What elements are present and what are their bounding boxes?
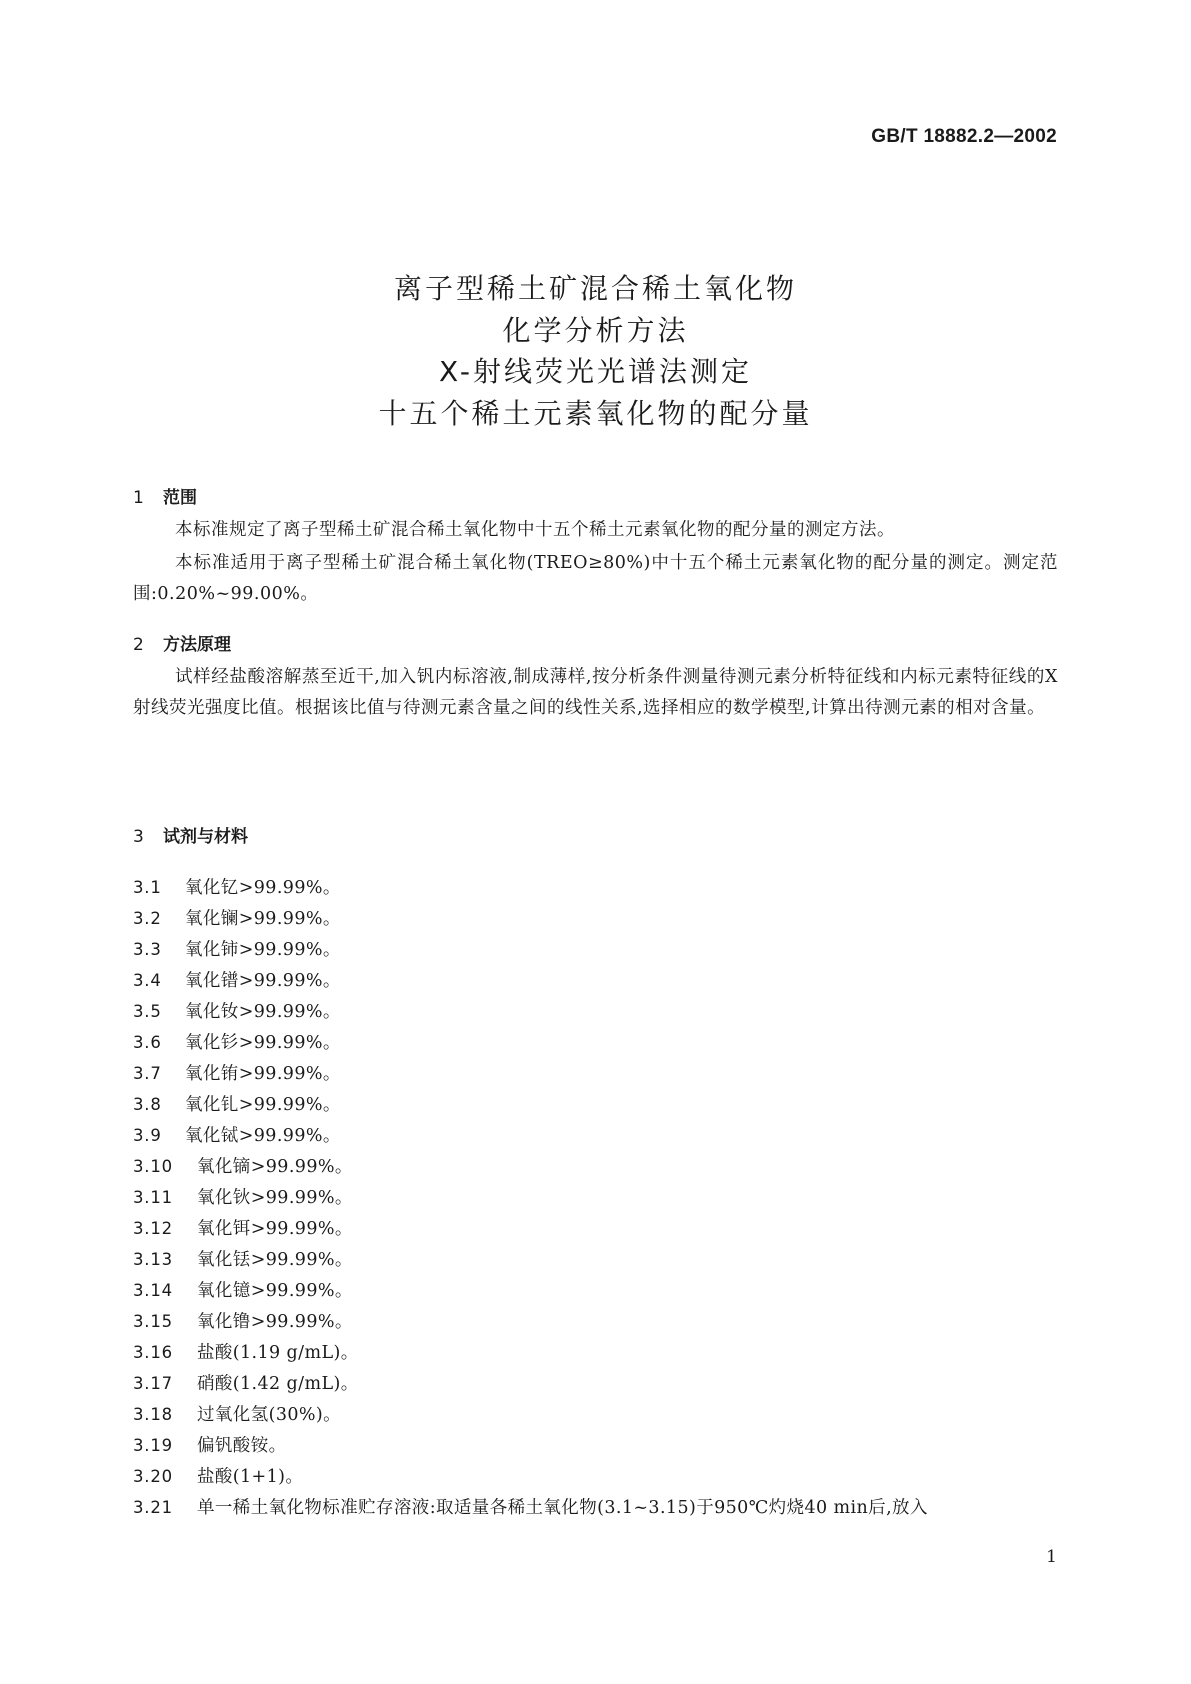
reagent-item — [133, 1058, 1063, 1089]
reagent-number: 3.13 — [133, 1250, 173, 1269]
section-1-paragraph-2: 本标准适用于离子型稀土矿混合稀土氧化物(TREO≥80%)中十五个稀土元素氧化物的配分量的测定。测定范围:0.20%~99.00%。 — [133, 553, 1058, 604]
reagent-item — [133, 1027, 1063, 1058]
reagent-number: 3.14 — [133, 1281, 173, 1300]
reagent-item — [133, 903, 1063, 934]
reagent-number: 3.12 — [133, 1219, 173, 1238]
reagent-number: 3.7 — [133, 1064, 162, 1083]
reagent-number: 3.1 — [133, 878, 162, 897]
reagent-text: 氧化铥>99.99%。 — [197, 1250, 353, 1270]
reagent-item — [133, 1492, 1063, 1523]
standard-code: GB/T 18882.2—2002 — [871, 126, 1057, 147]
section-title: 方法原理 — [163, 635, 231, 655]
section-title: 试剂与材料 — [163, 827, 248, 847]
reagent-number: 3.3 — [133, 940, 162, 959]
reagent-item — [133, 1182, 1063, 1213]
reagent-text: 单一稀土氧化物标准贮存溶液:取适量各稀土氧化物(3.1~3.15)于950℃灼烧40 min后,放入 — [197, 1498, 928, 1518]
reagent-item — [133, 1089, 1063, 1120]
reagent-list — [133, 872, 1063, 1523]
reagent-text: 氧化铒>99.99%。 — [197, 1219, 353, 1239]
document-title — [0, 268, 1191, 434]
reagent-text: 氧化钆>99.99%。 — [185, 1095, 341, 1115]
reagent-item — [133, 1213, 1063, 1244]
reagent-text: 氧化钬>99.99%。 — [197, 1188, 353, 1208]
section-2-heading — [133, 630, 231, 655]
section-1-paragraph-1: 本标准规定了离子型稀土矿混合稀土氧化物中十五个稀土元素氧化物的配分量的测定方法。 — [175, 520, 895, 540]
reagent-text: 氧化镱>99.99%。 — [197, 1281, 353, 1301]
reagent-text: 偏钒酸铵。 — [197, 1436, 287, 1456]
reagent-number: 3.19 — [133, 1436, 173, 1455]
reagent-number: 3.10 — [133, 1157, 173, 1176]
reagent-number: 3.17 — [133, 1374, 173, 1393]
reagent-number: 3.21 — [133, 1498, 173, 1517]
reagent-text: 盐酸(1.19 g/mL)。 — [197, 1343, 359, 1363]
reagent-item — [133, 1399, 1063, 1430]
reagent-number: 3.15 — [133, 1312, 173, 1331]
title-line-2: 化学分析方法 — [502, 313, 689, 347]
reagent-item — [133, 996, 1063, 1027]
section-1-heading — [133, 483, 197, 508]
reagent-text: 过氧化氢(30%)。 — [197, 1405, 342, 1425]
reagent-number: 3.4 — [133, 971, 162, 990]
reagent-number: 3.9 — [133, 1126, 162, 1145]
reagent-number: 3.6 — [133, 1033, 162, 1052]
reagent-number: 3.18 — [133, 1405, 173, 1424]
section-2-paragraph-1: 试样经盐酸溶解蒸至近干,加入钒内标溶液,制成薄样,按分析条件测量待测元素分析特征线和内标元素特征线的X射线荧光强度比值。根据该比值与待测元素含量之间的线性关系,选择相应的数学模型,计算出待测元素的相对含量。 — [133, 667, 1058, 718]
reagent-item — [133, 965, 1063, 996]
reagent-item — [133, 1244, 1063, 1275]
reagent-text: 氧化镨>99.99%。 — [185, 971, 341, 991]
section-number: 1 — [133, 488, 144, 508]
reagent-item — [133, 1306, 1063, 1337]
section-3-heading — [133, 822, 248, 847]
reagent-text: 氧化钇>99.99%。 — [185, 878, 341, 898]
reagent-text: 氧化镝>99.99%。 — [197, 1157, 353, 1177]
reagent-text: 硝酸(1.42 g/mL)。 — [197, 1374, 359, 1394]
reagent-text: 氧化铈>99.99%。 — [185, 940, 341, 960]
section-title: 范围 — [163, 488, 197, 508]
reagent-item — [133, 1430, 1063, 1461]
title-line-4: 十五个稀土元素氧化物的配分量 — [378, 396, 813, 430]
section-number: 3 — [133, 827, 144, 847]
reagent-number: 3.5 — [133, 1002, 162, 1021]
reagent-text: 氧化钕>99.99%。 — [185, 1002, 341, 1022]
reagent-item — [133, 1337, 1063, 1368]
title-line-3: X-射线荧光光谱法测定 — [439, 355, 752, 388]
section-number: 2 — [133, 635, 144, 655]
page-number: 1 — [1046, 1547, 1057, 1567]
reagent-item — [133, 1368, 1063, 1399]
reagent-text: 氧化钐>99.99%。 — [185, 1033, 341, 1053]
reagent-item — [133, 1120, 1063, 1151]
reagent-text: 氧化镧>99.99%。 — [185, 909, 341, 929]
reagent-number: 3.8 — [133, 1095, 162, 1114]
reagent-number: 3.16 — [133, 1343, 173, 1362]
reagent-text: 氧化镥>99.99%。 — [197, 1312, 353, 1332]
reagent-item — [133, 934, 1063, 965]
reagent-text: 氧化铕>99.99%。 — [185, 1064, 341, 1084]
reagent-item — [133, 1151, 1063, 1182]
reagent-number: 3.20 — [133, 1467, 173, 1486]
reagent-text: 盐酸(1+1)。 — [197, 1467, 304, 1487]
reagent-item — [133, 1275, 1063, 1306]
reagent-number: 3.11 — [133, 1188, 173, 1207]
reagent-number: 3.2 — [133, 909, 162, 928]
reagent-item — [133, 1461, 1063, 1492]
reagent-text: 氧化铽>99.99%。 — [185, 1126, 341, 1146]
title-line-1: 离子型稀土矿混合稀土氧化物 — [393, 272, 797, 305]
reagent-item — [133, 872, 1063, 903]
